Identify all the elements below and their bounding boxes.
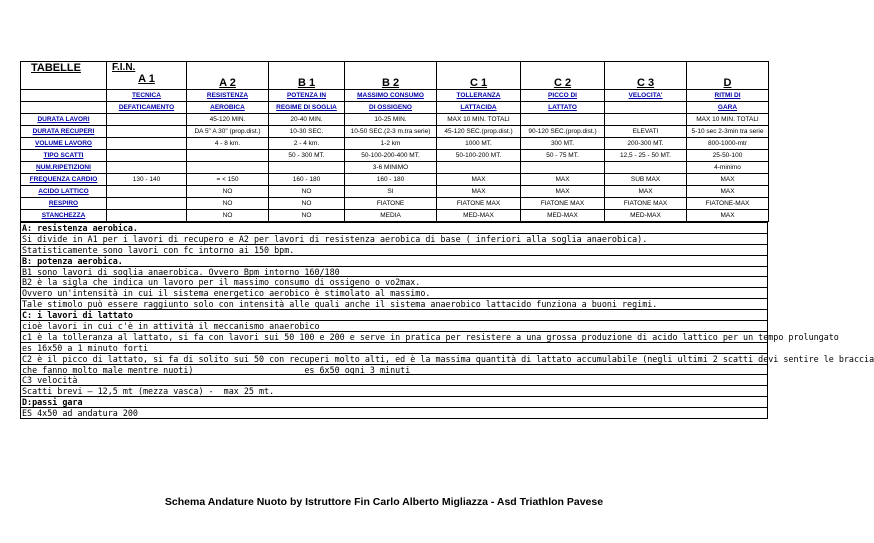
table-cell: FIATONE <box>345 198 437 210</box>
note-line: c1 è la tolleranza al lattato, si fa con lavori sui 50 100 e 200 e serve in pratica per resistere a una grossa produzione di acido lattico per un tempo prolungato <box>22 331 839 342</box>
subheader-cell: VELOCITA' <box>605 90 687 102</box>
table-cell: MEDIA <box>345 210 437 222</box>
table-cell: MED-MAX <box>521 210 605 222</box>
table-cell <box>187 162 269 174</box>
note-line: Scatti brevi – 12,5 mt (mezza vasca) - max 25 mt. <box>20 386 768 397</box>
table-cell: 200-300 MT. <box>605 138 687 150</box>
header-col-b1: B 1 <box>269 62 345 90</box>
table-cell: SI <box>345 186 437 198</box>
table-title: TABELLE <box>21 62 107 90</box>
table-cell: DA 5" A 30" (prop.dist.) <box>187 126 269 138</box>
table-cell: 4-minimo <box>687 162 769 174</box>
table-row <box>21 162 769 174</box>
note-line: Statisticamente sono lavori con fc intorno ai 150 bpm. <box>20 245 768 256</box>
table-cell: MAX <box>437 174 521 186</box>
table-cell: 10-30 SEC. <box>269 126 345 138</box>
header-col-c1: C 1 <box>437 62 521 90</box>
table-cell: NO <box>269 210 345 222</box>
header-col-c2: C 2 <box>521 62 605 90</box>
table-cell: = < 150 <box>187 174 269 186</box>
table-cell: 5-10 sec 2-3min tra serie <box>687 126 769 138</box>
table-cell: MAX <box>437 186 521 198</box>
subheader-empty <box>21 90 107 102</box>
note-line: es 16x50 a 1 minuto forti <box>20 343 768 354</box>
table-cell <box>107 150 187 162</box>
table-cell: FIATONE-MAX <box>687 198 769 210</box>
row-label: STANCHEZZA <box>21 210 107 222</box>
table-cell <box>605 114 687 126</box>
row-label: ACIDO LATTICO <box>21 186 107 198</box>
note-line: che fanno molto male mentre nuoti) es 6x50 ogni 3 minuti <box>20 365 768 376</box>
table-row <box>21 174 769 186</box>
table-cell: NO <box>269 198 345 210</box>
table-cell <box>269 162 345 174</box>
note-line: Tale stimolo può essere raggiunto solo con intensità alle quali anche il sistema anaerobico lattacido funziona a buoni regimi. <box>20 299 768 310</box>
table-cell: ELEVATI <box>605 126 687 138</box>
table-cell: MAX <box>687 186 769 198</box>
row-label: TIPO SCATTI <box>21 150 107 162</box>
table-cell: 2 - 4 km. <box>269 138 345 150</box>
header-row <box>21 62 769 90</box>
table-row <box>21 186 769 198</box>
table-row <box>21 198 769 210</box>
page-footer: Schema Andature Nuoto by Istruttore Fin Carlo Alberto Migliazza - Asd Triathlon Pavese <box>164 496 604 508</box>
table-cell: NO <box>187 210 269 222</box>
header-col-d: D <box>687 62 769 90</box>
subheader-cell: DI OSSIGENO <box>345 102 437 114</box>
row-label: NUM.RIPETIZIONI <box>21 162 107 174</box>
table-cell <box>605 162 687 174</box>
subheader-cell: PICCO DI <box>521 90 605 102</box>
row-label: DURATA LAVORI <box>21 114 107 126</box>
table-cell: 50 - 300 MT. <box>269 150 345 162</box>
table-cell: 10-50 SEC.(2-3 m.tra serie) <box>345 126 437 138</box>
table-cell: MAX <box>687 174 769 186</box>
table-cell: NO <box>187 186 269 198</box>
note-heading: A: resistenza aerobica. <box>20 222 768 234</box>
subheader-cell: MASSIMO CONSUMO <box>345 90 437 102</box>
table-cell: 160 - 180 <box>269 174 345 186</box>
table-cell: MAX <box>521 186 605 198</box>
table-row <box>21 114 769 126</box>
table-cell: MAX <box>605 186 687 198</box>
note-line: B1 sono lavori di soglia anaerobica. Ovvero Bpm intorno 160/180 <box>20 267 768 278</box>
table-sheet <box>20 61 768 222</box>
table-cell: 300 MT. <box>521 138 605 150</box>
table-cell: 20-40 MIN. <box>269 114 345 126</box>
note-line: Si divide in A1 per i lavori di recupero e A2 per lavori di resistenza aerobica di base ( inferiori alla soglia anaerobica). <box>20 234 768 245</box>
table-cell: 10-25 MIN. <box>345 114 437 126</box>
table-row <box>21 138 769 150</box>
note-heading: D:passi gara <box>20 397 768 408</box>
note-line: B2 è la sigla che indica un lavoro per il massimo consumo di ossigeno o vo2max. <box>20 277 768 288</box>
fin-label: F.I.N. <box>112 62 136 73</box>
note-line: C2 è il picco di lattato, si fa di solito sui 50 con recuperi molto alti, ed è la massima quantità di lattato accumulabile (negli ultimi 2 scatti devi sentire le braccia <box>22 353 874 364</box>
table-cell: MED-MAX <box>605 210 687 222</box>
table-cell <box>107 114 187 126</box>
table-cell: SUB MAX <box>605 174 687 186</box>
header-cell-fin <box>107 62 187 90</box>
subheader-cell: RITMI DI <box>687 90 769 102</box>
notes-section <box>20 222 874 419</box>
table-cell: NO <box>187 198 269 210</box>
table-cell <box>107 198 187 210</box>
table-cell: FIATONE MAX <box>605 198 687 210</box>
table-cell <box>437 162 521 174</box>
table-row <box>21 126 769 138</box>
row-label: DURATA RECUPERI <box>21 126 107 138</box>
note-line: C3 velocità <box>20 375 768 386</box>
header-col-b2: B 2 <box>345 62 437 90</box>
table-cell <box>107 138 187 150</box>
table-cell: MAX <box>687 210 769 222</box>
table-body <box>21 114 769 222</box>
subheader-cell: POTENZA IN <box>269 90 345 102</box>
table-cell: 45-120 MIN. <box>187 114 269 126</box>
table-cell <box>521 114 605 126</box>
table-cell: 1-2 km <box>345 138 437 150</box>
table-cell: 50 - 75 MT. <box>521 150 605 162</box>
table-cell <box>107 186 187 198</box>
table-cell <box>187 150 269 162</box>
subheader-cell: DEFATICAMENTO <box>107 102 187 114</box>
table-cell <box>107 162 187 174</box>
subheader-cell: TOLLERANZA <box>437 90 521 102</box>
subheader-empty <box>21 102 107 114</box>
training-table <box>20 61 769 222</box>
table-cell: 800-1000-mtr <box>687 138 769 150</box>
table-cell: MED-MAX <box>437 210 521 222</box>
subheader-cell: REGIME DI SOGLIA <box>269 102 345 114</box>
subheader-cell <box>605 102 687 114</box>
subheader-cell: TECNICA <box>107 90 187 102</box>
table-cell: 130 - 140 <box>107 174 187 186</box>
table-cell: 90-120 SEC.(prop.dist.) <box>521 126 605 138</box>
table-row <box>21 150 769 162</box>
subheader-cell: RESISTENZA <box>187 90 269 102</box>
subheader-cell: GARA <box>687 102 769 114</box>
table-cell: 1000 MT. <box>437 138 521 150</box>
note-heading: C: i lavori di lattato <box>20 310 768 321</box>
row-label: VOLUME LAVORO <box>21 138 107 150</box>
note-line: ES 4x50 ad andatura 200 <box>20 408 768 419</box>
row-label: FREQUENZA CARDIO <box>21 174 107 186</box>
subheader-row-1 <box>21 90 769 102</box>
table-cell: FIATONE MAX <box>521 198 605 210</box>
note-heading: B: potenza aerobica. <box>20 256 768 267</box>
table-cell: 25-50-100 <box>687 150 769 162</box>
header-col-a1: A 1 <box>138 73 155 85</box>
table-cell: 4 - 8 km. <box>187 138 269 150</box>
table-cell <box>107 126 187 138</box>
table-cell: MAX 10 MIN. TOTALI <box>687 114 769 126</box>
table-cell: FIATONE MAX <box>437 198 521 210</box>
subheader-cell: AEROBICA <box>187 102 269 114</box>
note-line: cioè lavori in cui c'è in attività il meccanismo anaerobico <box>20 321 768 332</box>
note-line: Ovvero un'intensità in cui il sistema energetico aerobico è stimolato al massimo. <box>20 288 768 299</box>
table-cell: MAX 10 MIN. TOTALI <box>437 114 521 126</box>
table-cell: 50-100-200 MT. <box>437 150 521 162</box>
subheader-row-2 <box>21 102 769 114</box>
subheader-cell: LATTATO <box>521 102 605 114</box>
table-cell: NO <box>269 186 345 198</box>
table-cell: MAX <box>521 174 605 186</box>
table-cell: 160 - 180 <box>345 174 437 186</box>
table-cell: 12,5 - 25 - 50 MT. <box>605 150 687 162</box>
header-col-a2: A 2 <box>187 62 269 90</box>
table-cell <box>521 162 605 174</box>
row-label: RESPIRO <box>21 198 107 210</box>
subheader-cell: LATTACIDA <box>437 102 521 114</box>
table-cell: 50-100-200-400 MT. <box>345 150 437 162</box>
header-col-c3: C 3 <box>605 62 687 90</box>
table-cell <box>107 210 187 222</box>
table-cell: 45-120 SEC.(prop.dist.) <box>437 126 521 138</box>
table-cell: 3-6 MINIMO <box>345 162 437 174</box>
table-row <box>21 210 769 222</box>
